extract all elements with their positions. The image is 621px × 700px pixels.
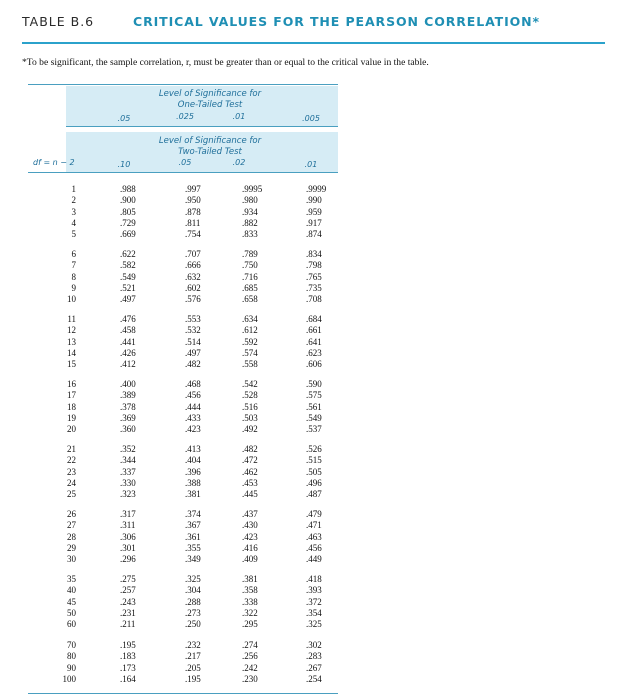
- value-cell: .497: [185, 347, 201, 358]
- value-cell: .164: [120, 673, 136, 684]
- df-cell: 24: [67, 477, 76, 488]
- table-row: [28, 489, 338, 500]
- value-cell: .959: [306, 206, 322, 217]
- value-cell: .482: [185, 359, 201, 370]
- value-cell: .325: [306, 619, 322, 630]
- value-cell: .352: [120, 444, 136, 454]
- value-cell: .990: [306, 195, 322, 206]
- value-cell: .243: [120, 596, 136, 607]
- value-cell: .917: [306, 217, 322, 228]
- table-row: [28, 651, 338, 662]
- value-cell: .661: [306, 325, 322, 336]
- value-cell: .988: [120, 184, 136, 194]
- value-cell: .641: [306, 336, 322, 347]
- value-cell: .798: [306, 260, 322, 271]
- value-cell: .381: [242, 574, 258, 584]
- value-cell: .487: [306, 489, 322, 500]
- value-cell: .441: [120, 336, 136, 347]
- two-tailed-level: .02: [232, 158, 246, 167]
- value-cell: .396: [185, 466, 201, 477]
- value-cell: .416: [242, 542, 258, 553]
- value-cell: .980: [242, 195, 258, 206]
- value-cell: .553: [185, 314, 201, 324]
- value-cell: .750: [242, 260, 258, 271]
- value-cell: .372: [306, 596, 322, 607]
- value-cell: .516: [242, 401, 258, 412]
- value-cell: .296: [120, 554, 136, 565]
- table-label: TABLE B.6: [22, 14, 95, 29]
- df-cell: 12: [67, 325, 76, 336]
- df-cell: 22: [67, 455, 76, 466]
- value-cell: .471: [306, 520, 322, 531]
- value-cell: .811: [185, 217, 201, 228]
- value-cell: .311: [120, 520, 136, 531]
- value-cell: .330: [120, 477, 136, 488]
- table-row: [28, 619, 338, 630]
- df-cell: 4: [71, 217, 76, 228]
- value-cell: .304: [185, 585, 201, 596]
- value-cell: .389: [120, 390, 136, 401]
- table-row: [28, 359, 338, 370]
- value-cell: .295: [242, 619, 258, 630]
- value-cell: .337: [120, 466, 136, 477]
- df-cell: 19: [67, 412, 76, 423]
- value-cell: .211: [120, 619, 136, 630]
- value-cell: .9999: [306, 184, 327, 194]
- table-top-rule: [28, 84, 338, 85]
- value-cell: .505: [306, 466, 322, 477]
- value-cell: .492: [242, 424, 258, 435]
- value-cell: .934: [242, 206, 258, 217]
- value-cell: .622: [120, 249, 136, 259]
- value-cell: .874: [306, 229, 322, 240]
- value-cell: .634: [242, 314, 258, 324]
- table-row-group: [28, 314, 338, 370]
- value-cell: .833: [242, 229, 258, 240]
- one-tailed-title-line2: One-Tailed Test: [177, 100, 243, 110]
- df-cell: 25: [67, 489, 76, 500]
- table-footnote: *To be significant, the sample correlation, r, must be greater than or equal to the critical value in the table.: [22, 57, 429, 68]
- value-cell: .882: [242, 217, 258, 228]
- value-cell: .482: [242, 444, 258, 454]
- value-cell: .575: [306, 390, 322, 401]
- value-cell: .275: [120, 574, 136, 584]
- value-cell: .400: [120, 379, 136, 389]
- header-divider: [66, 126, 338, 127]
- value-cell: .878: [185, 206, 201, 217]
- value-cell: .317: [120, 509, 136, 519]
- value-cell: .358: [242, 585, 258, 596]
- table-row: [28, 260, 338, 271]
- value-cell: .558: [242, 359, 258, 370]
- table-row: [28, 218, 338, 229]
- df-cell: 18: [67, 401, 76, 412]
- df-cell: 16: [67, 379, 76, 389]
- table-row: [28, 674, 338, 685]
- table-row: [28, 424, 338, 435]
- df-cell: 17: [67, 390, 76, 401]
- two-tailed-title-line2: Two-Tailed Test: [178, 147, 242, 157]
- one-tailed-title-line1: Level of Significance for: [158, 89, 262, 99]
- value-cell: .479: [306, 509, 322, 519]
- value-cell: .612: [242, 325, 258, 336]
- value-cell: .582: [120, 260, 136, 271]
- value-cell: .472: [242, 455, 258, 466]
- df-cell: 3: [71, 206, 76, 217]
- value-cell: .273: [185, 607, 201, 618]
- value-cell: .360: [120, 424, 136, 435]
- value-cell: .549: [120, 271, 136, 282]
- table-row: [28, 229, 338, 240]
- df-cell: 15: [67, 359, 76, 370]
- df-cell: 8: [71, 271, 76, 282]
- table-row: [28, 574, 338, 585]
- table-row: [28, 663, 338, 674]
- table-row-group: [28, 444, 338, 500]
- value-cell: .256: [242, 651, 258, 662]
- value-cell: .521: [120, 282, 136, 293]
- value-cell: .274: [242, 640, 258, 650]
- value-cell: .355: [185, 542, 201, 553]
- value-cell: .729: [120, 217, 136, 228]
- value-cell: .532: [185, 325, 201, 336]
- df-cell: 40: [67, 585, 76, 596]
- value-cell: .592: [242, 336, 258, 347]
- value-cell: .205: [185, 662, 201, 673]
- value-cell: .542: [242, 379, 258, 389]
- value-cell: .658: [242, 294, 258, 305]
- value-cell: .590: [306, 379, 322, 389]
- table-row: [28, 509, 338, 520]
- table-row: [28, 283, 338, 294]
- table-bottom-rule: [28, 693, 338, 694]
- table-row: [28, 184, 338, 195]
- df-cell: 80: [67, 651, 76, 662]
- value-cell: .462: [242, 466, 258, 477]
- table-row: [28, 640, 338, 651]
- df-cell: 23: [67, 466, 76, 477]
- value-cell: .685: [242, 282, 258, 293]
- table-title: CRITICAL VALUES FOR THE PEARSON CORRELATION*: [133, 14, 540, 29]
- table-row: [28, 379, 338, 390]
- value-cell: .528: [242, 390, 258, 401]
- df-cell: 30: [67, 554, 76, 565]
- value-cell: .302: [306, 640, 322, 650]
- value-cell: .301: [120, 542, 136, 553]
- value-cell: .456: [306, 542, 322, 553]
- value-cell: .367: [185, 520, 201, 531]
- value-cell: .716: [242, 271, 258, 282]
- value-cell: .449: [306, 554, 322, 565]
- df-cell: 70: [67, 640, 76, 650]
- two-tailed-level: .01: [304, 160, 318, 169]
- df-cell: 1: [71, 184, 76, 194]
- table-row-group: [28, 640, 338, 685]
- table-row-group: [28, 574, 338, 630]
- table-row: [28, 597, 338, 608]
- df-cell: 11: [67, 314, 76, 324]
- value-cell: .323: [120, 489, 136, 500]
- value-cell: .561: [306, 401, 322, 412]
- value-cell: .423: [185, 424, 201, 435]
- df-cell: 9: [71, 282, 76, 293]
- value-cell: .515: [306, 455, 322, 466]
- table-row-group: [28, 184, 338, 240]
- value-cell: .393: [306, 585, 322, 596]
- value-cell: .283: [306, 651, 322, 662]
- table-row: [28, 413, 338, 424]
- table-row: [28, 520, 338, 531]
- table-row: [28, 314, 338, 325]
- table-row: [28, 554, 338, 565]
- value-cell: .195: [185, 673, 201, 684]
- value-cell: .369: [120, 412, 136, 423]
- df-cell: 50: [67, 607, 76, 618]
- one-tailed-level: .01: [232, 112, 246, 121]
- header-bottom-rule: [28, 172, 338, 173]
- value-cell: .306: [120, 531, 136, 542]
- table-row: [28, 207, 338, 218]
- value-cell: .666: [185, 260, 201, 271]
- value-cell: .183: [120, 651, 136, 662]
- value-cell: .412: [120, 359, 136, 370]
- value-cell: .217: [185, 651, 201, 662]
- df-cell: 29: [67, 542, 76, 553]
- table-row-group: [28, 249, 338, 305]
- df-cell: 14: [67, 347, 76, 358]
- value-cell: .463: [306, 531, 322, 542]
- table-row: [28, 348, 338, 359]
- table-row: [28, 249, 338, 260]
- one-tailed-level: .005: [302, 114, 320, 123]
- df-cell: 90: [67, 662, 76, 673]
- value-cell: .537: [306, 424, 322, 435]
- value-cell: .413: [185, 444, 201, 454]
- table-row: [28, 467, 338, 478]
- value-cell: .173: [120, 662, 136, 673]
- value-cell: .254: [306, 673, 322, 684]
- value-cell: .437: [242, 509, 258, 519]
- table-row: [28, 402, 338, 413]
- value-cell: .805: [120, 206, 136, 217]
- value-cell: .257: [120, 585, 136, 596]
- df-cell: 27: [67, 520, 76, 531]
- value-cell: .503: [242, 412, 258, 423]
- table-row: [28, 608, 338, 619]
- table-row: [28, 195, 338, 206]
- two-tailed-level: .05: [178, 158, 192, 167]
- df-cell: 6: [71, 249, 76, 259]
- df-cell: 7: [71, 260, 76, 271]
- df-cell: 21: [67, 444, 76, 454]
- value-cell: .468: [185, 379, 201, 389]
- table-row: [28, 337, 338, 348]
- value-cell: .338: [242, 596, 258, 607]
- value-cell: .423: [242, 531, 258, 542]
- df-cell: 20: [67, 424, 76, 435]
- value-cell: .381: [185, 489, 201, 500]
- table-row: [28, 532, 338, 543]
- table-row: [28, 543, 338, 554]
- value-cell: .426: [120, 347, 136, 358]
- df-cell: 26: [67, 509, 76, 519]
- value-cell: .900: [120, 195, 136, 206]
- value-cell: .325: [185, 574, 201, 584]
- value-cell: .445: [242, 489, 258, 500]
- df-cell: 2: [71, 195, 76, 206]
- value-cell: .418: [306, 574, 322, 584]
- value-cell: .606: [306, 359, 322, 370]
- table-row: [28, 478, 338, 489]
- value-cell: .789: [242, 249, 258, 259]
- value-cell: .444: [185, 401, 201, 412]
- value-cell: .623: [306, 347, 322, 358]
- value-cell: .456: [185, 390, 201, 401]
- value-cell: .476: [120, 314, 136, 324]
- one-tailed-level: .025: [176, 112, 194, 121]
- df-column-header: df = n − 2: [33, 158, 75, 167]
- value-cell: .549: [306, 412, 322, 423]
- table-row-group: [28, 379, 338, 435]
- table-row: [28, 325, 338, 336]
- df-cell: 28: [67, 531, 76, 542]
- value-cell: .708: [306, 294, 322, 305]
- value-cell: .497: [120, 294, 136, 305]
- df-cell: 35: [67, 574, 76, 584]
- value-cell: .514: [185, 336, 201, 347]
- value-cell: .453: [242, 477, 258, 488]
- value-cell: .430: [242, 520, 258, 531]
- value-cell: .684: [306, 314, 322, 324]
- value-cell: .458: [120, 325, 136, 336]
- two-tailed-title-line1: Level of Significance for: [158, 136, 262, 146]
- value-cell: .409: [242, 554, 258, 565]
- value-cell: .195: [120, 640, 136, 650]
- one-tailed-level: .05: [117, 114, 131, 123]
- table-row: [28, 272, 338, 283]
- value-cell: .267: [306, 662, 322, 673]
- df-cell: 13: [67, 336, 76, 347]
- value-cell: .765: [306, 271, 322, 282]
- header-rule: [22, 42, 605, 44]
- df-cell: 45: [67, 596, 76, 607]
- value-cell: .288: [185, 596, 201, 607]
- value-cell: .9995: [242, 184, 263, 194]
- value-cell: .754: [185, 229, 201, 240]
- value-cell: .378: [120, 401, 136, 412]
- value-cell: .232: [185, 640, 201, 650]
- value-cell: .950: [185, 195, 201, 206]
- table-row-group: [28, 509, 338, 565]
- value-cell: .404: [185, 455, 201, 466]
- two-tailed-level: .10: [117, 160, 131, 169]
- value-cell: .496: [306, 477, 322, 488]
- value-cell: .576: [185, 294, 201, 305]
- value-cell: .344: [120, 455, 136, 466]
- value-cell: .834: [306, 249, 322, 259]
- df-cell: 10: [67, 294, 76, 305]
- value-cell: .707: [185, 249, 201, 259]
- value-cell: .354: [306, 607, 322, 618]
- df-cell: 5: [71, 229, 76, 240]
- table-row: [28, 585, 338, 596]
- table-row: [28, 444, 338, 455]
- value-cell: .322: [242, 607, 258, 618]
- table-row: [28, 455, 338, 466]
- value-cell: .997: [185, 184, 201, 194]
- value-cell: .388: [185, 477, 201, 488]
- df-cell: 60: [67, 619, 76, 630]
- table-row: [28, 390, 338, 401]
- value-cell: .349: [185, 554, 201, 565]
- value-cell: .242: [242, 662, 258, 673]
- value-cell: .632: [185, 271, 201, 282]
- value-cell: .374: [185, 509, 201, 519]
- value-cell: .231: [120, 607, 136, 618]
- value-cell: .250: [185, 619, 201, 630]
- value-cell: .669: [120, 229, 136, 240]
- value-cell: .361: [185, 531, 201, 542]
- table-row: [28, 294, 338, 305]
- df-cell: 100: [62, 673, 76, 684]
- value-cell: .230: [242, 673, 258, 684]
- value-cell: .735: [306, 282, 322, 293]
- value-cell: .526: [306, 444, 322, 454]
- value-cell: .602: [185, 282, 201, 293]
- value-cell: .574: [242, 347, 258, 358]
- value-cell: .433: [185, 412, 201, 423]
